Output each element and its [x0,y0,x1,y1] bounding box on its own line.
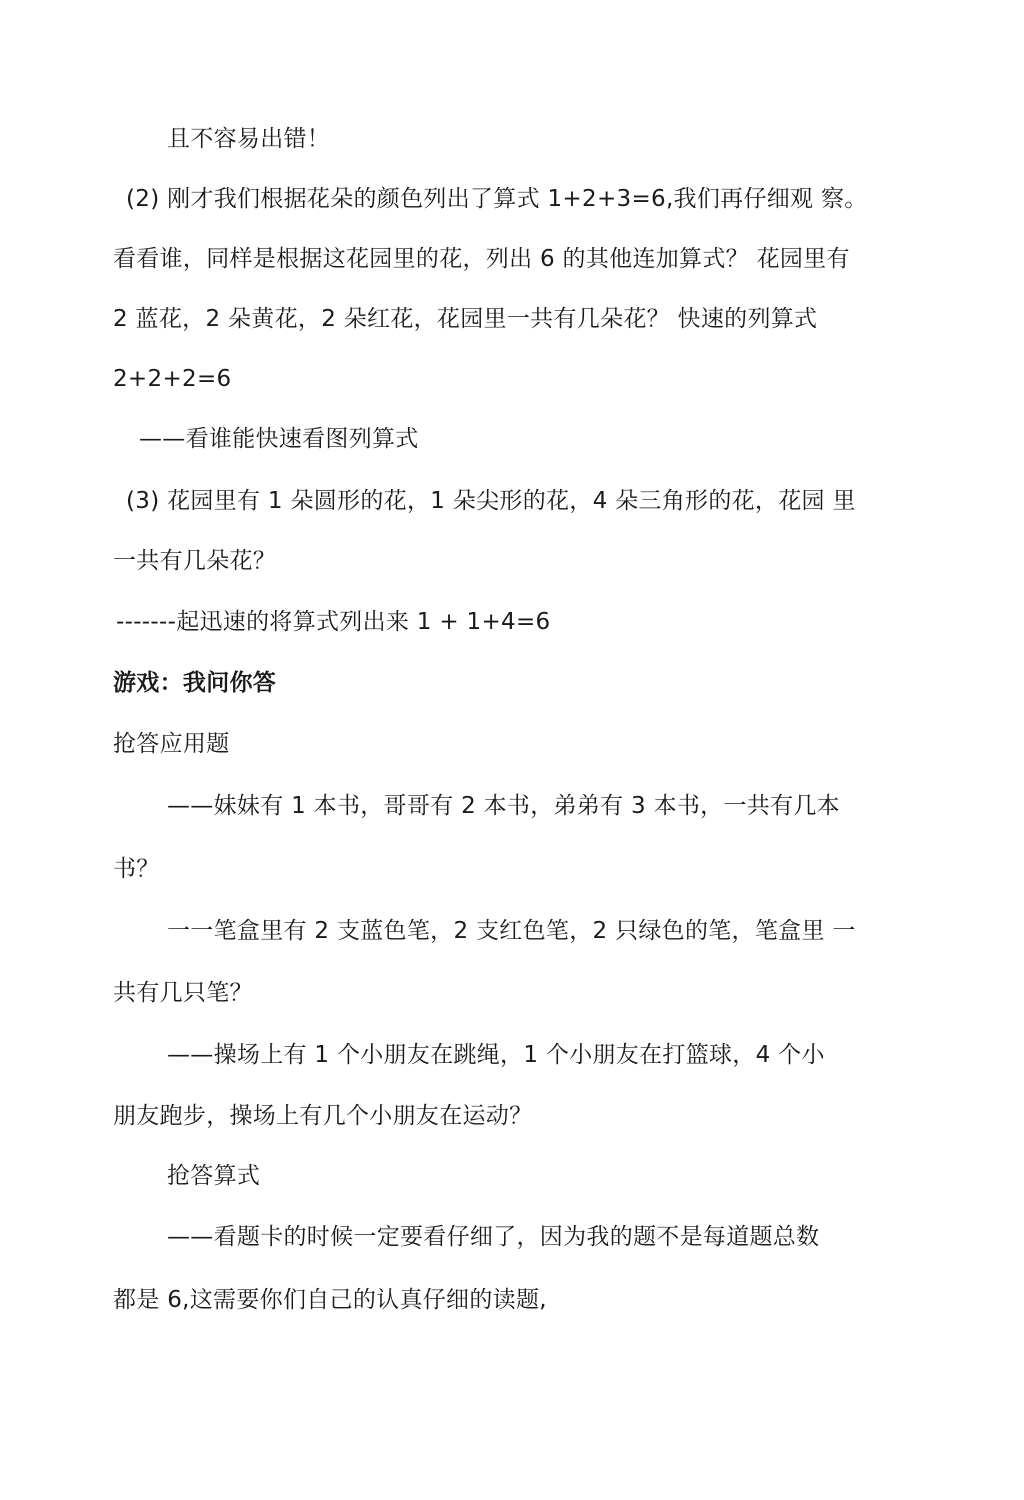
text-line-8: 一共有几朵花？ [113,548,277,574]
text-line-14: 一一笔盒里有 2 支蓝色笔，2 支红色笔，2 只绿色的笔，笔盒里 一 [167,918,856,944]
text-line-4: 2 蓝花，2 朵黄花，2 朵红花，花园里一共有几朵花？ 快速的列算式 [113,306,818,332]
text-line-7: (3) 花园里有 1 朵圆形的花，1 朵尖形的花，4 朵三角形的花，花园 里 [126,488,856,514]
text-line-13: 书？ [113,856,160,882]
text-line-1: 且不容易出错！ [167,126,331,152]
text-line-6: ——看谁能快速看图列算式 [139,426,419,452]
section-heading-game: 游戏：我问你答 [113,670,277,696]
text-line-2: (2) 刚才我们根据花朵的颜色列出了算式 1+2+3=6,我们再仔细观 察。 [126,186,868,212]
text-line-11: 抢答应用题 [113,731,230,757]
text-line-19: ——看题卡的时候一定要看仔细了，因为我的题不是每道题总数 [167,1224,820,1250]
text-line-17: 朋友跑步，操场上有几个小朋友在运动？ [113,1103,533,1129]
text-line-3: 看看谁，同样是根据这花园里的花，列出 6 的其他连加算式？ 花园里有 [113,246,850,272]
text-line-15: 共有几只笔？ [113,980,253,1006]
text-line-16: ——操场上有 1 个小朋友在跳绳，1 个小朋友在打篮球，4 个小 [167,1042,825,1068]
text-line-9: -------起迅速的将算式列出来 1 + 1+4=6 [116,609,551,635]
text-line-12: ——妹妹有 1 本书，哥哥有 2 本书，弟弟有 3 本书，一共有几本 [167,793,840,819]
text-line-5: 2+2+2=6 [113,366,232,392]
text-line-18: 抢答算式 [167,1163,261,1189]
text-line-20: 都是 6,这需要你们自己的认真仔细的读题, [113,1287,547,1313]
